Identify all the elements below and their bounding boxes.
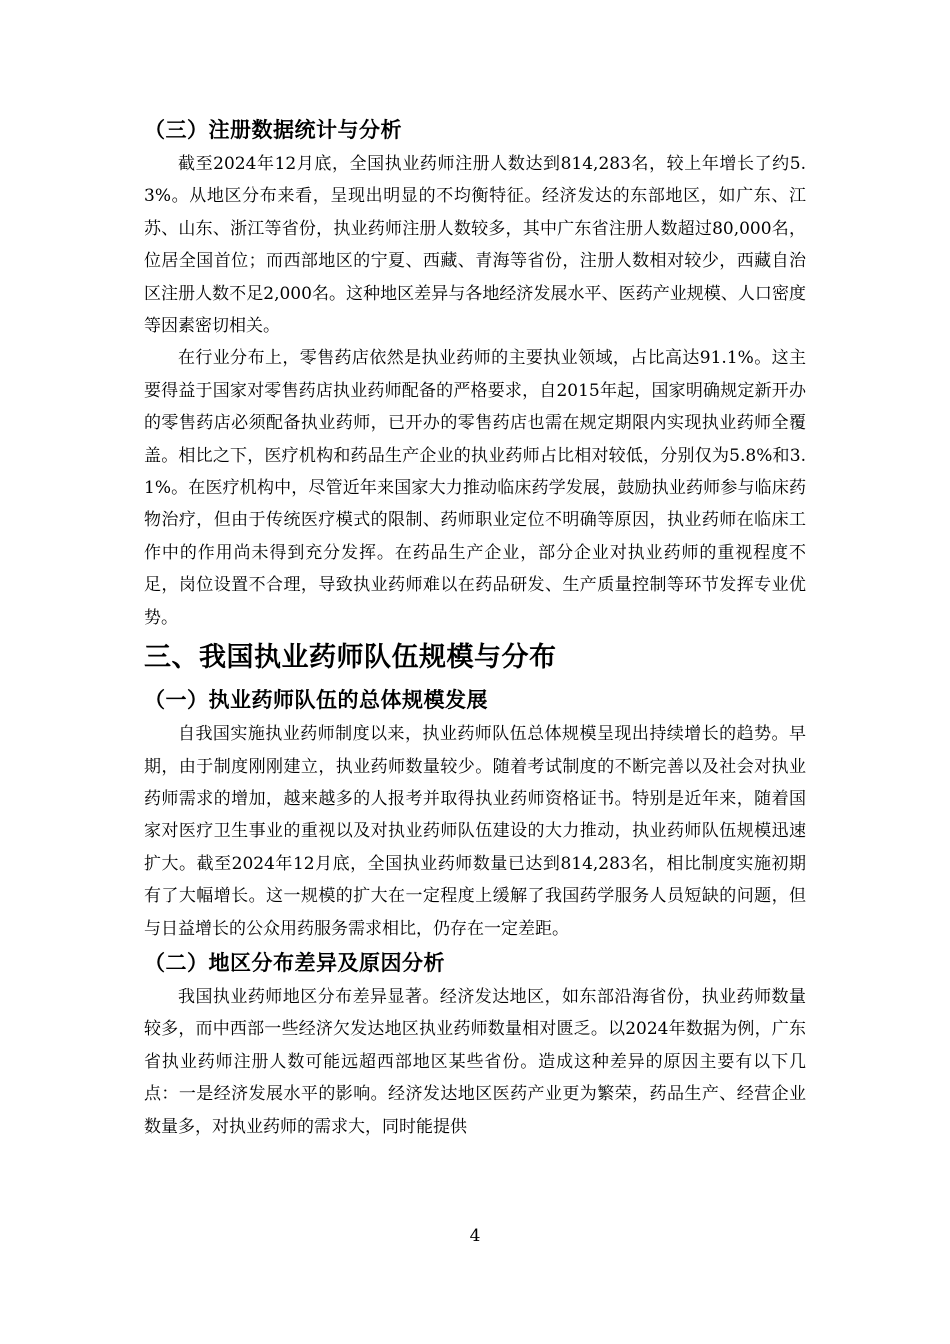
paragraph-registration-industry: 在行业分布上，零售药店依然是执业药师的主要执业领域，占比高达91.1%。这主要得益于国家对零售药店执业药师配备的严格要求，自2015年起，国家明确规定新开办的零售药店必须配备执业药师，已开办的零售药店也需在规定期限内实现执业药师全覆盖。相比之下，医疗机构和药品生产企业的执业药师占比相对较低，分别仅为5.8%和3.1%。在医疗机构中，尽管近年来国家大力推动临床药学发展，鼓励执业药师参与临床药物治疗，但由于传统医疗模式的限制、药师职业定位不明确等原因，执业药师在临床工作中的作用尚未得到充分发挥。在药品生产企业，部分企业对执业药师的重视程度不足，岗位设置不合理，导致执业药师难以在药品研发、生产质量控制等环节发挥专业优势。 [144, 348, 806, 628]
paragraph-registration-regional: 截至2024年12月底，全国执业药师注册人数达到814,283名，较上年增长了约5.3%。从地区分布来看，呈现出明显的不均衡特征。经济发达的东部地区，如广东、江苏、山东、浙江等省份，执业药师注册人数较多，其中广东省注册人数超过80,000名，位居全国首位；而西部地区的宁夏、西藏、青海等省份，注册人数相对较少，西藏自治区注册人数不足2,000名。这种地区差异与各地经济发展水平、医药产业规模、人口密度等因素密切相关。 [144, 154, 806, 337]
paragraph-regional-difference: 我国执业药师地区分布差异显著。经济发达地区，如东部沿海省份，执业药师数量较多，而中西部一些经济欠发达地区执业药师数量相对匮乏。以2024年数据为例，广东省执业药师注册人数可能远超西部地区某些省份。造成这种差异的原因主要有以下几点：一是经济发展水平的影响。经济发达地区医药产业更为繁荣，药品生产、经营企业数量多，对执业药师的需求大，同时能提供 [144, 986, 806, 1137]
paragraph-overall-scale: 自我国实施执业药师制度以来，执业药师队伍总体规模呈现出持续增长的趋势。早期，由于制度刚刚建立，执业药师数量较少。随着考试制度的不断完善以及社会对执业药师需求的增加，越来越多的人报考并取得执业药师资格证书。特别是近年来，随着国家对医疗卫生事业的重视以及对执业药师队伍建设的大力推动，执业药师队伍规模迅速扩大。截至2024年12月底，全国执业药师数量已达到814,283名，相比制度实施初期有了大幅增长。这一规模的扩大在一定程度上缓解了我国药学服务人员短缺的问题，但与日益增长的公众用药服务需求相比，仍存在一定差距。 [144, 724, 806, 939]
section-heading-overall-scale: （一）执业药师队伍的总体规模发展 [144, 688, 488, 713]
page-content [144, 112, 806, 1143]
section-heading-registration-stats: （三）注册数据统计与分析 [144, 118, 402, 142]
page-number: 4 [469, 1226, 481, 1246]
chapter-heading-scale-distribution: 三、我国执业药师队伍规模与分布 [144, 642, 557, 674]
section-heading-regional-difference: （二）地区分布差异及原因分析 [144, 950, 445, 975]
